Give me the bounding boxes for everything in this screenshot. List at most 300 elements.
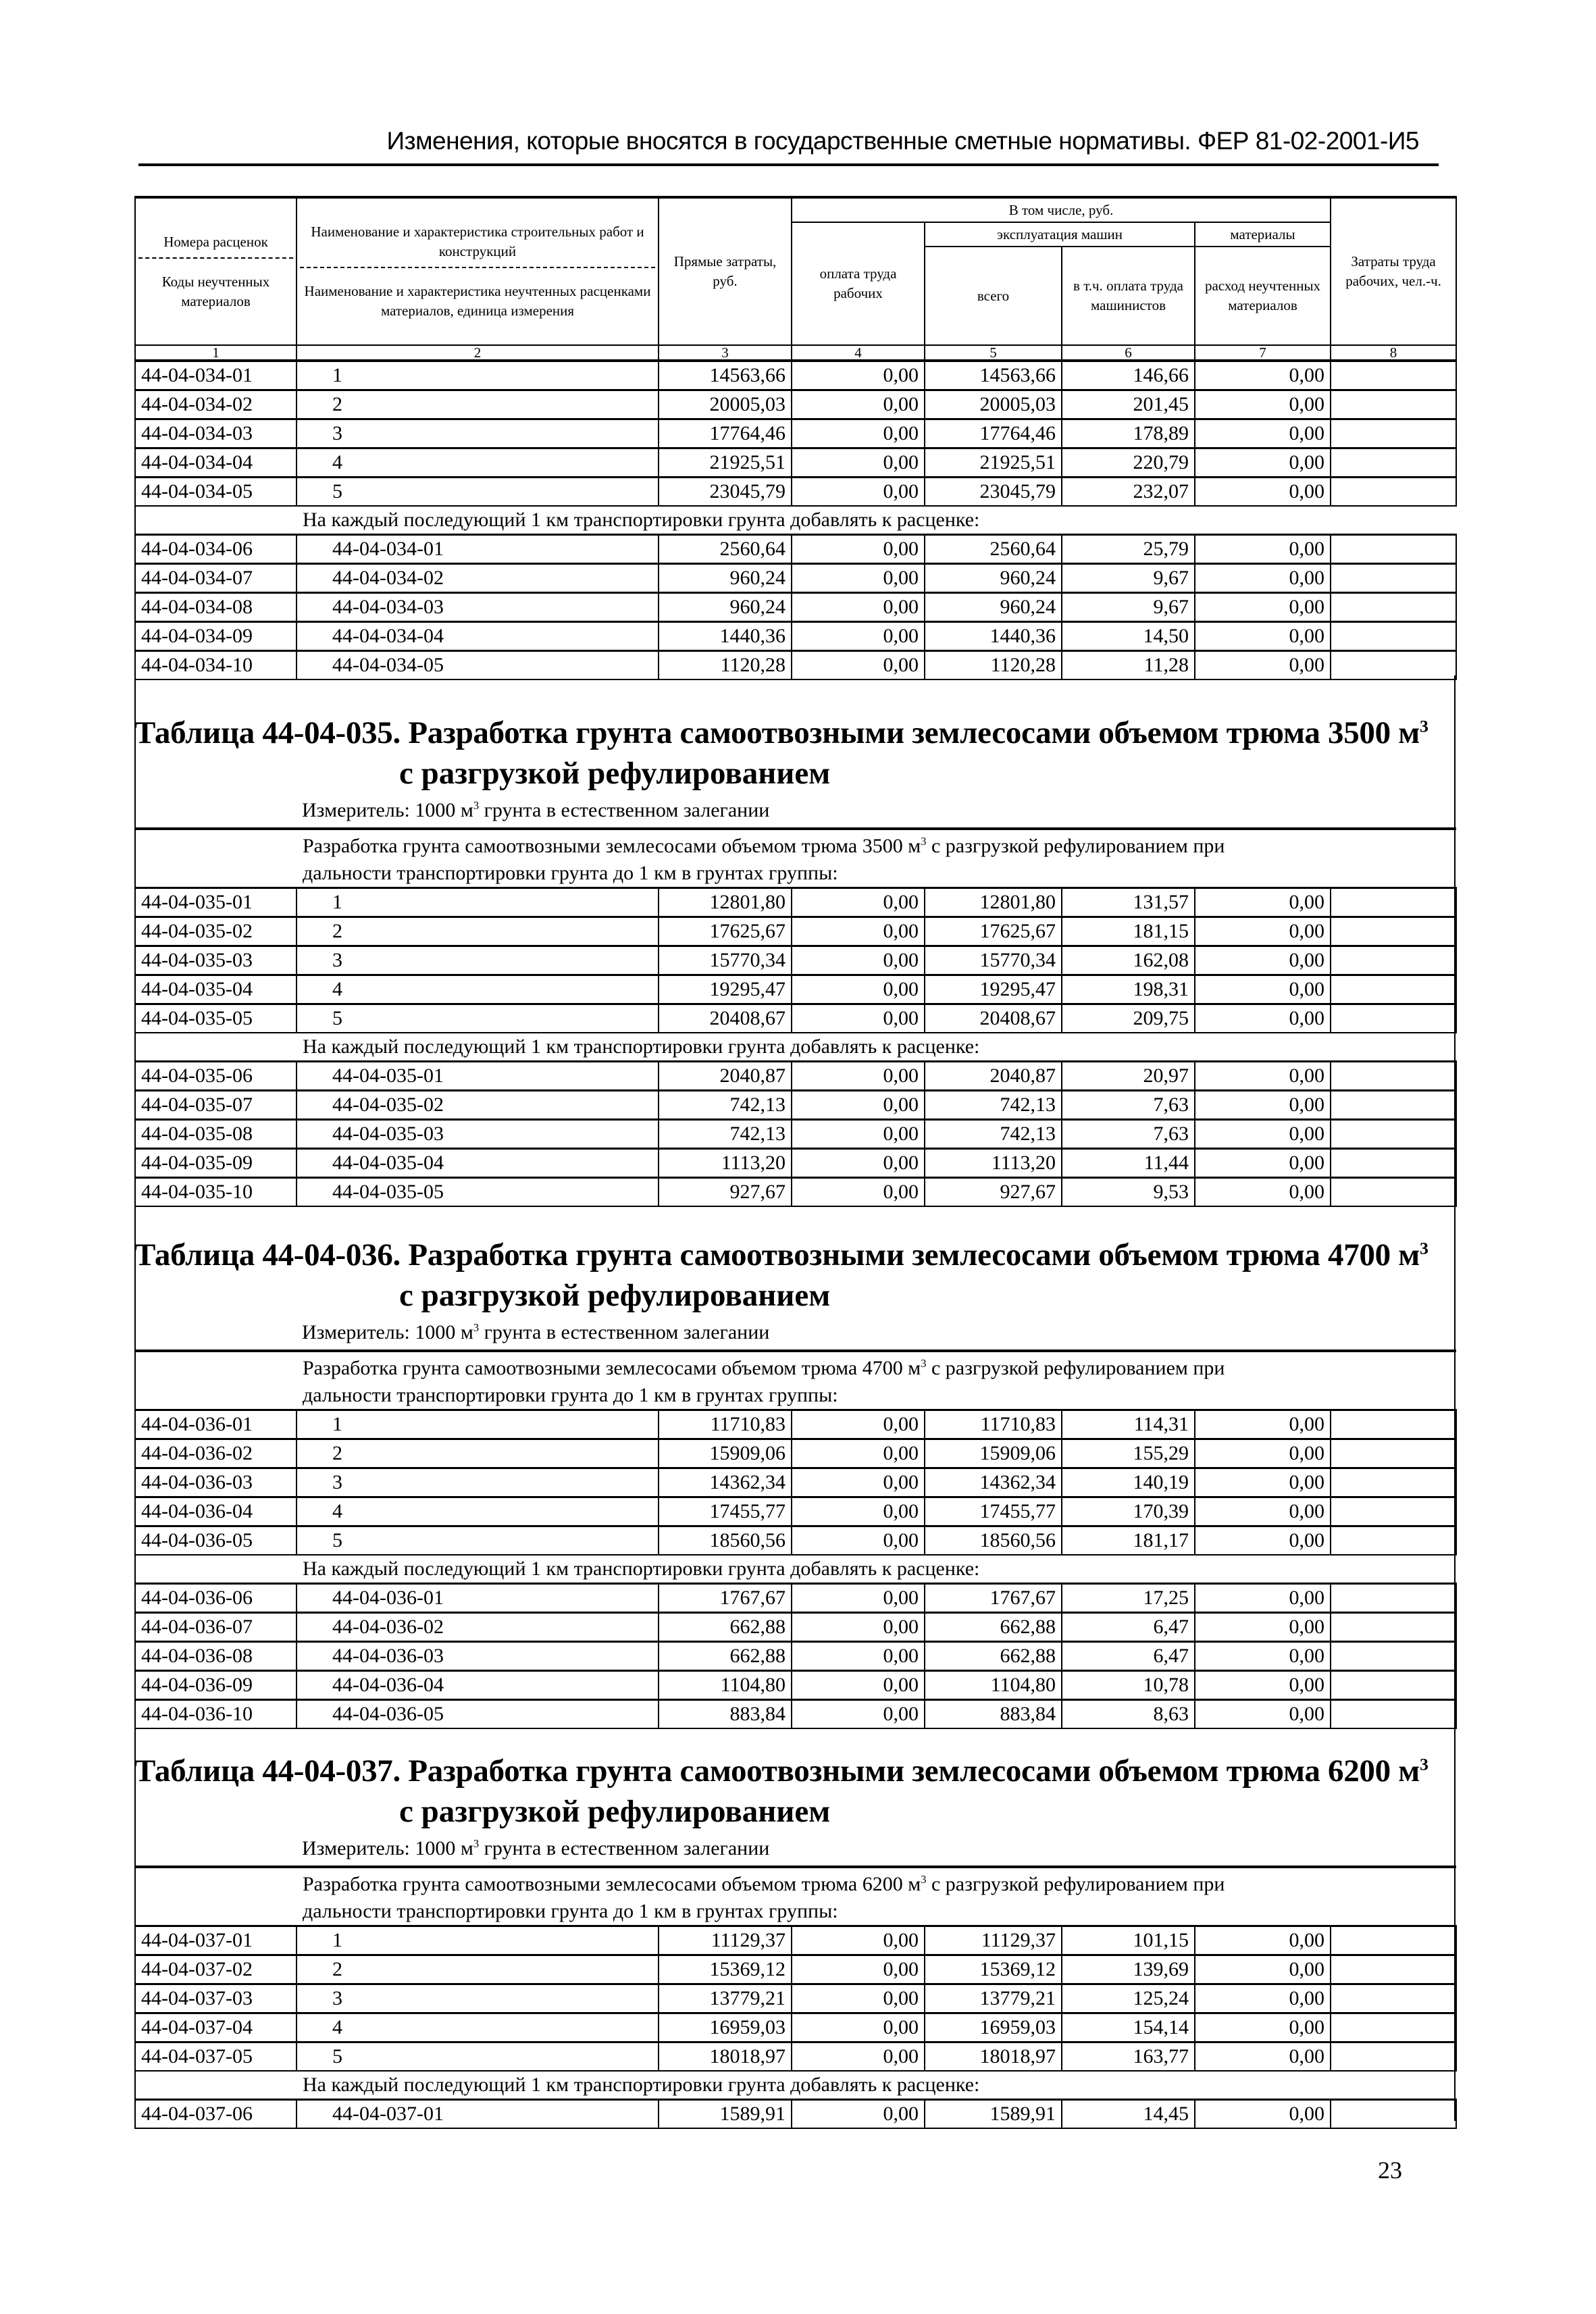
cell-labor-pay: 0,00 — [792, 535, 925, 564]
cell-machinist-pay: 163,77 — [1062, 2042, 1195, 2072]
cell-rate-code: 44-04-034-08 — [135, 593, 297, 622]
table-row — [135, 1613, 1456, 1642]
table-row — [135, 1584, 1456, 1613]
cell-labor-pay: 0,00 — [792, 1062, 925, 1091]
cell-machines-total: 18560,56 — [925, 1526, 1062, 1555]
cell-direct-cost: 662,88 — [659, 1613, 792, 1642]
cell-labor-hours — [1331, 1642, 1456, 1671]
cell-labor-pay: 0,00 — [792, 448, 925, 478]
cell-name: 44-04-034-01 — [297, 535, 659, 564]
cell-name: 1 — [297, 1926, 659, 1955]
cell-direct-cost: 1589,91 — [659, 2100, 792, 2129]
cell-machinist-pay: 162,08 — [1062, 946, 1195, 975]
cell-materials: 0,00 — [1195, 975, 1331, 1004]
description-text: с разгрузкой рефулированием при — [926, 1357, 1225, 1379]
cell-labor-hours — [1331, 448, 1456, 478]
cell-materials: 0,00 — [1195, 1700, 1331, 1729]
cell-labor-hours — [1331, 975, 1456, 1004]
cell-machinist-pay: 181,17 — [1062, 1526, 1195, 1555]
cell-direct-cost: 742,13 — [659, 1120, 792, 1149]
cell-rate-code: 44-04-034-01 — [135, 361, 297, 390]
table-row — [135, 1955, 1456, 1984]
cell-machines-total: 662,88 — [925, 1642, 1062, 1671]
table-row — [135, 478, 1456, 507]
cell-labor-hours — [1331, 946, 1456, 975]
cell-machinist-pay: 155,29 — [1062, 1439, 1195, 1468]
cell-name: 44-04-034-03 — [297, 593, 659, 622]
cell-labor-pay: 0,00 — [792, 975, 925, 1004]
cell-machinist-pay: 11,44 — [1062, 1149, 1195, 1178]
cell-machines-total: 17764,46 — [925, 419, 1062, 448]
cell-labor-pay: 0,00 — [792, 1004, 925, 1033]
cell-direct-cost: 20005,03 — [659, 390, 792, 419]
cell-name: 2 — [297, 917, 659, 946]
cell-machines-total: 2560,64 — [925, 535, 1062, 564]
table-row — [135, 622, 1456, 651]
cell-labor-pay: 0,00 — [792, 1926, 925, 1955]
cell-materials: 0,00 — [1195, 1149, 1331, 1178]
cell-labor-pay: 0,00 — [792, 1671, 925, 1700]
cell-labor-pay: 0,00 — [792, 361, 925, 390]
table-row — [135, 888, 1456, 917]
cell-direct-cost: 2560,64 — [659, 535, 792, 564]
cell-machinist-pay: 11,28 — [1062, 651, 1195, 680]
table-title — [134, 1751, 1458, 1791]
table-title-line2: с разгрузкой рефулированием — [399, 756, 831, 791]
cell-name: 44-04-035-01 — [297, 1062, 659, 1091]
cell-name: 44-04-036-04 — [297, 1671, 659, 1700]
cell-materials: 0,00 — [1195, 419, 1331, 448]
cell-labor-pay: 0,00 — [792, 1642, 925, 1671]
description-text: Разработка грунта самоотвозными землесосами объемом трюма 4700 м — [303, 1357, 921, 1379]
note-row — [135, 2071, 1456, 2100]
header-col2 — [297, 197, 659, 345]
table-row — [135, 1410, 1456, 1439]
cell-direct-cost: 14563,66 — [659, 361, 792, 390]
table-row — [135, 1671, 1456, 1700]
cell-labor-pay: 0,00 — [792, 1584, 925, 1613]
cell-rate-code: 44-04-036-08 — [135, 1642, 297, 1671]
table-row — [135, 1700, 1456, 1729]
column-number: 4 — [792, 345, 925, 361]
table-title-text: Таблица 44-04-035. Разработка грунта самоотвозными землесосами объемом трюма 3500 м — [134, 715, 1420, 750]
cell-direct-cost: 742,13 — [659, 1091, 792, 1120]
cell-rate-code: 44-04-034-09 — [135, 622, 297, 651]
cell-direct-cost: 13779,21 — [659, 1984, 792, 2013]
cell-rate-code: 44-04-036-01 — [135, 1410, 297, 1439]
cell-machinist-pay: 140,19 — [1062, 1468, 1195, 1497]
table-44-04-037 — [134, 1751, 1458, 2129]
cell-labor-pay: 0,00 — [792, 1526, 925, 1555]
cell-materials: 0,00 — [1195, 1671, 1331, 1700]
table-44-04-034 — [134, 196, 1458, 680]
cell-rate-code: 44-04-034-02 — [135, 390, 297, 419]
cell-rate-code: 44-04-037-05 — [135, 2042, 297, 2072]
cell-labor-hours — [1331, 1120, 1456, 1149]
cell-labor-pay: 0,00 — [792, 917, 925, 946]
cell-rate-code: 44-04-037-06 — [135, 2100, 297, 2129]
cell-labor-pay: 0,00 — [792, 1497, 925, 1526]
measurer-text: Измеритель: 1000 м — [302, 1321, 473, 1343]
cell-machines-total: 662,88 — [925, 1613, 1062, 1642]
cell-materials: 0,00 — [1195, 888, 1331, 917]
cell-name: 3 — [297, 1984, 659, 2013]
header-rule — [138, 163, 1439, 166]
cell-labor-hours — [1331, 390, 1456, 419]
cell-machinist-pay: 14,45 — [1062, 2100, 1195, 2129]
cell-name: 5 — [297, 478, 659, 507]
cell-name: 44-04-034-04 — [297, 622, 659, 651]
description-line2: дальности транспортировки грунта до 1 км в грунтах группы: — [303, 1384, 838, 1406]
header-col2-top: Наименование и характеристика строительных работ и конструкций — [300, 222, 655, 268]
cell-machinist-pay: 9,67 — [1062, 564, 1195, 593]
cell-materials: 0,00 — [1195, 448, 1331, 478]
header-materials: материалы — [1195, 222, 1331, 247]
cell-machines-total: 960,24 — [925, 593, 1062, 622]
cell-machinist-pay: 25,79 — [1062, 535, 1195, 564]
cell-rate-code: 44-04-036-02 — [135, 1439, 297, 1468]
cell-labor-pay: 0,00 — [792, 1439, 925, 1468]
cell-materials: 0,00 — [1195, 1584, 1331, 1613]
table-title-line2: с разгрузкой рефулированием — [399, 1278, 831, 1313]
cell-name: 4 — [297, 975, 659, 1004]
cell-name: 44-04-036-03 — [297, 1642, 659, 1671]
cell-machinist-pay: 125,24 — [1062, 1984, 1195, 2013]
cell-materials: 0,00 — [1195, 1642, 1331, 1671]
table-row — [135, 1178, 1456, 1207]
table-row — [135, 1984, 1456, 2013]
measurer — [134, 794, 1458, 827]
cell-machines-total: 19295,47 — [925, 975, 1062, 1004]
cell-machines-total: 17625,67 — [925, 917, 1062, 946]
cell-machinist-pay: 154,14 — [1062, 2013, 1195, 2042]
table-row — [135, 593, 1456, 622]
rates-table — [134, 196, 1457, 680]
running-head: Изменения, которые вносятся в государственные сметные нормативы. ФЕР 81-02-2001-И5 — [386, 127, 1419, 155]
cell-machinist-pay: 232,07 — [1062, 478, 1195, 507]
table-44-04-036 — [134, 1235, 1458, 1729]
cell-labor-hours — [1331, 1091, 1456, 1120]
cell-labor-pay: 0,00 — [792, 1120, 925, 1149]
table-row — [135, 2013, 1456, 2042]
header-col1-top: Номера расценок — [138, 232, 293, 259]
cell-name: 44-04-034-05 — [297, 651, 659, 680]
cell-machines-total: 20408,67 — [925, 1004, 1062, 1033]
cell-labor-hours — [1331, 1497, 1456, 1526]
cell-name: 2 — [297, 390, 659, 419]
cell-materials: 0,00 — [1195, 651, 1331, 680]
cell-direct-cost: 12801,80 — [659, 888, 792, 917]
column-number: 5 — [925, 345, 1062, 361]
cell-machines-total: 23045,79 — [925, 478, 1062, 507]
cell-name: 44-04-036-01 — [297, 1584, 659, 1613]
description-line1 — [303, 1355, 1456, 1382]
cell-materials: 0,00 — [1195, 1984, 1331, 2013]
cell-materials: 0,00 — [1195, 2042, 1331, 2072]
cell-machines-total: 16959,03 — [925, 2013, 1062, 2042]
cell-machines-total: 742,13 — [925, 1091, 1062, 1120]
cell-direct-cost: 15909,06 — [659, 1439, 792, 1468]
cell-name: 4 — [297, 1497, 659, 1526]
cell-labor-hours — [1331, 917, 1456, 946]
header-col2-bottom: Наименование и характеристика неучтенных расценками материалов, единица измерения — [304, 283, 651, 319]
cell-rate-code: 44-04-036-06 — [135, 1584, 297, 1613]
table-row — [135, 535, 1456, 564]
note-text: На каждый последующий 1 км транспортировки грунта добавлять к расценке: — [135, 2071, 1456, 2100]
table-row — [135, 1926, 1456, 1955]
cell-materials: 0,00 — [1195, 1468, 1331, 1497]
cell-machines-total: 1440,36 — [925, 622, 1062, 651]
cell-labor-hours — [1331, 1526, 1456, 1555]
cell-rate-code: 44-04-035-06 — [135, 1062, 297, 1091]
cell-rate-code: 44-04-036-09 — [135, 1671, 297, 1700]
cell-materials: 0,00 — [1195, 1955, 1331, 1984]
cell-labor-hours — [1331, 1062, 1456, 1091]
note-row — [135, 506, 1456, 535]
cell-labor-pay: 0,00 — [792, 1149, 925, 1178]
cell-labor-pay: 0,00 — [792, 622, 925, 651]
cell-rate-code: 44-04-034-04 — [135, 448, 297, 478]
column-numbers-row — [135, 345, 1456, 361]
cell-direct-cost: 662,88 — [659, 1642, 792, 1671]
cell-name: 44-04-036-02 — [297, 1613, 659, 1642]
cell-machinist-pay: 101,15 — [1062, 1926, 1195, 1955]
cell-rate-code: 44-04-037-03 — [135, 1984, 297, 2013]
cell-direct-cost: 1767,67 — [659, 1584, 792, 1613]
table-44-04-035 — [134, 713, 1458, 1207]
cell-materials: 0,00 — [1195, 1526, 1331, 1555]
description-line2: дальности транспортировки грунта до 1 км в грунтах группы: — [303, 862, 838, 884]
cell-name: 5 — [297, 2042, 659, 2072]
header-col5: всего — [925, 247, 1062, 345]
table-row — [135, 2100, 1456, 2129]
cell-materials: 0,00 — [1195, 1004, 1331, 1033]
cell-name: 4 — [297, 2013, 659, 2042]
cell-rate-code: 44-04-034-10 — [135, 651, 297, 680]
cell-name: 44-04-036-05 — [297, 1700, 659, 1729]
measurer-text: грунта в естественном залегании — [479, 799, 770, 821]
cell-machinist-pay: 198,31 — [1062, 975, 1195, 1004]
cell-materials: 0,00 — [1195, 1926, 1331, 1955]
cell-machinist-pay: 6,47 — [1062, 1642, 1195, 1671]
cell-rate-code: 44-04-035-09 — [135, 1149, 297, 1178]
cell-direct-cost: 18560,56 — [659, 1526, 792, 1555]
cell-machinist-pay: 181,15 — [1062, 917, 1195, 946]
rates-table — [134, 1866, 1457, 2129]
cell-machines-total: 20005,03 — [925, 390, 1062, 419]
table-row — [135, 975, 1456, 1004]
cell-labor-pay: 0,00 — [792, 478, 925, 507]
cell-labor-pay: 0,00 — [792, 593, 925, 622]
superscript: 3 — [921, 835, 927, 848]
cell-machines-total: 14563,66 — [925, 361, 1062, 390]
cell-labor-pay: 0,00 — [792, 1091, 925, 1120]
cell-materials: 0,00 — [1195, 1178, 1331, 1207]
cell-machines-total: 742,13 — [925, 1120, 1062, 1149]
description-line2: дальности транспортировки грунта до 1 км в грунтах группы: — [303, 1900, 838, 1922]
superscript: 3 — [1419, 1754, 1428, 1774]
cell-direct-cost: 20408,67 — [659, 1004, 792, 1033]
cell-rate-code: 44-04-037-01 — [135, 1926, 297, 1955]
cell-machines-total: 1120,28 — [925, 651, 1062, 680]
cell-rate-code: 44-04-034-06 — [135, 535, 297, 564]
cell-name: 3 — [297, 946, 659, 975]
measurer-text: Измеритель: 1000 м — [302, 799, 473, 821]
measurer-text: грунта в естественном залегании — [479, 1837, 770, 1859]
table-row — [135, 1120, 1456, 1149]
cell-name: 2 — [297, 1955, 659, 1984]
cell-labor-hours — [1331, 1149, 1456, 1178]
cell-machinist-pay: 139,69 — [1062, 1955, 1195, 1984]
header-col1-bottom: Коды неучтенных материалов — [161, 273, 270, 309]
cell-rate-code: 44-04-036-10 — [135, 1700, 297, 1729]
cell-materials: 0,00 — [1195, 1091, 1331, 1120]
cell-labor-hours — [1331, 1004, 1456, 1033]
cell-labor-pay: 0,00 — [792, 390, 925, 419]
cell-direct-cost: 23045,79 — [659, 478, 792, 507]
cell-machinist-pay: 7,63 — [1062, 1120, 1195, 1149]
cell-labor-hours — [1331, 888, 1456, 917]
cell-machines-total: 15909,06 — [925, 1439, 1062, 1468]
cell-rate-code: 44-04-037-02 — [135, 1955, 297, 1984]
table-title-text: Таблица 44-04-037. Разработка грунта самоотвозными землесосами объемом трюма 6200 м — [134, 1753, 1420, 1789]
cell-machines-total: 1589,91 — [925, 2100, 1062, 2129]
table-row — [135, 361, 1456, 390]
cell-machinist-pay: 9,67 — [1062, 593, 1195, 622]
table-row — [135, 2042, 1456, 2072]
cell-labor-hours — [1331, 2100, 1456, 2129]
cell-machines-total: 927,67 — [925, 1178, 1062, 1207]
cell-direct-cost: 19295,47 — [659, 975, 792, 1004]
cell-machines-total: 14362,34 — [925, 1468, 1062, 1497]
description-row — [135, 1351, 1456, 1410]
cell-direct-cost: 1440,36 — [659, 622, 792, 651]
note-text: На каждый последующий 1 км транспортировки грунта добавлять к расценке: — [135, 1555, 1456, 1584]
cell-machinist-pay: 9,53 — [1062, 1178, 1195, 1207]
cell-name: 3 — [297, 1468, 659, 1497]
cell-labor-pay: 0,00 — [792, 564, 925, 593]
cell-machines-total: 883,84 — [925, 1700, 1062, 1729]
table-title — [134, 713, 1458, 753]
cell-labor-hours — [1331, 419, 1456, 448]
cell-materials: 0,00 — [1195, 478, 1331, 507]
cell-name: 4 — [297, 448, 659, 478]
cell-name: 5 — [297, 1526, 659, 1555]
cell-machinist-pay: 114,31 — [1062, 1410, 1195, 1439]
cell-labor-hours — [1331, 1955, 1456, 1984]
cell-direct-cost: 11129,37 — [659, 1926, 792, 1955]
measurer-text: грунта в естественном залегании — [479, 1321, 770, 1343]
cell-labor-hours — [1331, 564, 1456, 593]
cell-direct-cost: 18018,97 — [659, 2042, 792, 2072]
cell-materials: 0,00 — [1195, 390, 1331, 419]
table-row — [135, 1526, 1456, 1555]
column-number: 1 — [135, 345, 297, 361]
table-row — [135, 448, 1456, 478]
cell-direct-cost: 1113,20 — [659, 1149, 792, 1178]
cell-labor-pay: 0,00 — [792, 1613, 925, 1642]
cell-machines-total: 1767,67 — [925, 1584, 1062, 1613]
cell-name: 2 — [297, 1439, 659, 1468]
header-col7: расход неучтенных материалов — [1195, 247, 1331, 345]
cell-machinist-pay: 146,66 — [1062, 361, 1195, 390]
header-group: В том числе, руб. — [792, 197, 1331, 222]
cell-labor-hours — [1331, 1439, 1456, 1468]
cell-rate-code: 44-04-037-04 — [135, 2013, 297, 2042]
table-row — [135, 651, 1456, 680]
cell-labor-hours — [1331, 1671, 1456, 1700]
cell-labor-hours — [1331, 651, 1456, 680]
header-col8: Затраты труда рабочих, чел.-ч. — [1331, 197, 1456, 345]
cell-labor-pay: 0,00 — [792, 1178, 925, 1207]
page-number: 23 — [1378, 2157, 1402, 2184]
cell-labor-pay: 0,00 — [792, 1468, 925, 1497]
header-col1 — [135, 197, 297, 345]
cell-direct-cost: 21925,51 — [659, 448, 792, 478]
description-row — [135, 829, 1456, 888]
superscript: 3 — [473, 799, 480, 812]
cell-rate-code: 44-04-035-07 — [135, 1091, 297, 1120]
cell-labor-pay: 0,00 — [792, 1984, 925, 2013]
cell-rate-code: 44-04-035-04 — [135, 975, 297, 1004]
description-line1 — [303, 1871, 1456, 1898]
cell-direct-cost: 960,24 — [659, 564, 792, 593]
note-text: На каждый последующий 1 км транспортировки грунта добавлять к расценке: — [135, 1033, 1456, 1062]
cell-materials: 0,00 — [1195, 564, 1331, 593]
cell-direct-cost: 16959,03 — [659, 2013, 792, 2042]
note-row — [135, 1033, 1456, 1062]
cell-rate-code: 44-04-036-05 — [135, 1526, 297, 1555]
cell-labor-pay: 0,00 — [792, 2100, 925, 2129]
header-col3: Прямые затраты, руб. — [659, 197, 792, 345]
cell-rate-code: 44-04-035-01 — [135, 888, 297, 917]
cell-direct-cost: 1104,80 — [659, 1671, 792, 1700]
cell-labor-hours — [1331, 1468, 1456, 1497]
table-row — [135, 1642, 1456, 1671]
cell-labor-hours — [1331, 593, 1456, 622]
table-row — [135, 1091, 1456, 1120]
cell-labor-pay: 0,00 — [792, 419, 925, 448]
description-line1 — [303, 833, 1456, 860]
table-description — [135, 1351, 1456, 1410]
cell-machinist-pay: 220,79 — [1062, 448, 1195, 478]
cell-rate-code: 44-04-035-02 — [135, 917, 297, 946]
cell-machinist-pay: 209,75 — [1062, 1004, 1195, 1033]
column-number: 8 — [1331, 345, 1456, 361]
cell-direct-cost: 883,84 — [659, 1700, 792, 1729]
note-row — [135, 1555, 1456, 1584]
superscript: 3 — [921, 1873, 927, 1886]
cell-machines-total: 18018,97 — [925, 2042, 1062, 2072]
table-row — [135, 1439, 1456, 1468]
cell-machines-total: 12801,80 — [925, 888, 1062, 917]
cell-machinist-pay: 6,47 — [1062, 1613, 1195, 1642]
cell-labor-hours — [1331, 1613, 1456, 1642]
cell-labor-hours — [1331, 622, 1456, 651]
cell-machinist-pay: 10,78 — [1062, 1671, 1195, 1700]
cell-name: 44-04-035-03 — [297, 1120, 659, 1149]
cell-materials: 0,00 — [1195, 917, 1331, 946]
cell-labor-hours — [1331, 1700, 1456, 1729]
cell-direct-cost: 960,24 — [659, 593, 792, 622]
cell-labor-hours — [1331, 1584, 1456, 1613]
cell-machines-total: 17455,77 — [925, 1497, 1062, 1526]
note-text: На каждый последующий 1 км транспортировки грунта добавлять к расценке: — [135, 506, 1456, 535]
table-row — [135, 1497, 1456, 1526]
cell-name: 1 — [297, 888, 659, 917]
description-text: с разгрузкой рефулированием при — [926, 835, 1225, 857]
cell-materials: 0,00 — [1195, 1410, 1331, 1439]
